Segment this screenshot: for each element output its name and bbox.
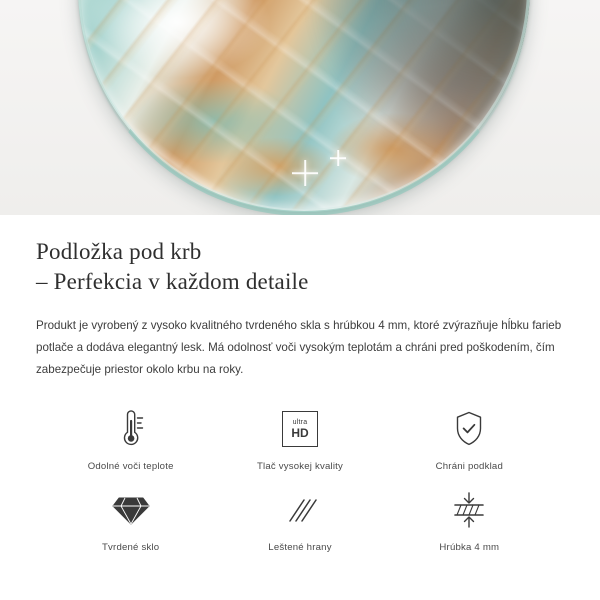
ultra-hd-badge-bottom: HD (291, 426, 309, 440)
feature-label: Chráni podklad (435, 461, 503, 472)
content-area (0, 237, 600, 553)
product-description-text: Produkt je vyrobený z vysoko kvalitného tvrdeného skla s hrúbkou 4 mm, ktoré zvýrazňuje hĺbku farieb potlače a dodáva elegantný lesk. Má odolnosť voči vysokým teplotám a chráni pred poškodením, čím zabezpečuje priestor okolo krbu na roky. (36, 319, 562, 376)
thickness-arrows-icon (449, 488, 489, 532)
ultra-hd-icon (282, 407, 318, 451)
feature-item (385, 488, 554, 553)
shield-check-icon (452, 407, 486, 451)
page-title (36, 237, 564, 297)
feature-label: Odolné voči teplote (87, 461, 174, 472)
feature-item (215, 488, 384, 553)
hero-product-image (0, 0, 600, 215)
polished-edges-icon (282, 488, 318, 532)
feature-item (46, 488, 215, 553)
glass-pad-product (78, 0, 530, 212)
feature-label: Tvrdené sklo (102, 542, 160, 553)
feature-label: Leštené hrany (268, 542, 332, 553)
diamond-icon (111, 488, 151, 532)
feature-item (385, 407, 554, 472)
feature-grid (36, 407, 564, 553)
feature-item (215, 407, 384, 472)
feature-label: Tlač vysokej kvality (256, 461, 344, 472)
thermometer-icon (114, 407, 148, 451)
feature-label: Hrúbka 4 mm (439, 542, 500, 553)
page-title-line-2: – Perfekcia v každom detaile (36, 269, 309, 294)
page-title-line-1: Podložka pod krb (36, 239, 202, 264)
ultra-hd-badge-top: ultra (292, 419, 308, 426)
feature-item (46, 407, 215, 472)
